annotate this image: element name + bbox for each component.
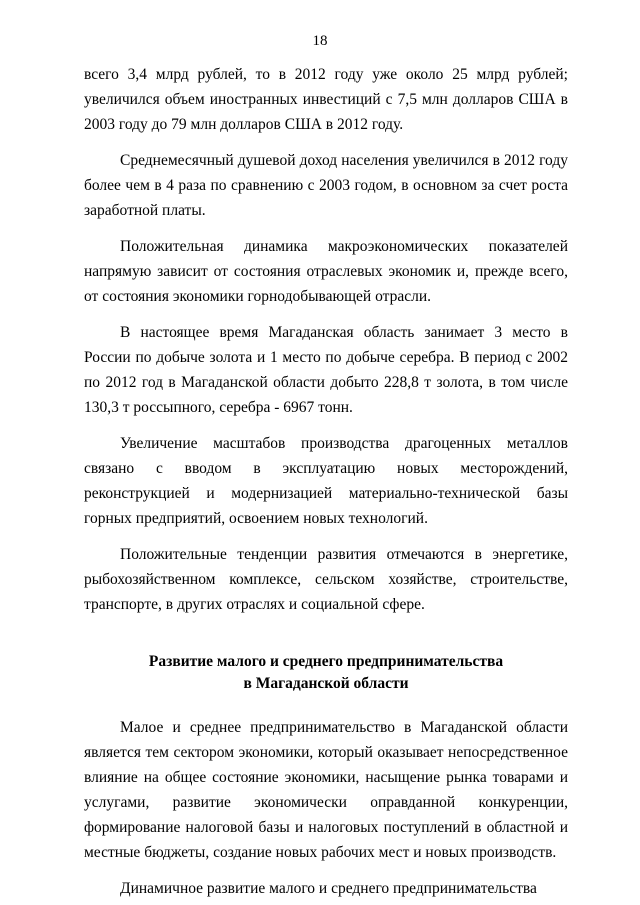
paragraph-gold-silver: В настоящее время Магаданская область занимает 3 место в России по добыче золота и 1 место по добыче серебра. В период с 2002 по 2012 год в Магаданской области добыто 228,8 т золота, в том числе 130,3 т россыпного, серебра - 6967 тонн. (84, 324, 568, 416)
paragraph-precious-metals: Увеличение масштабов производства драгоценных металлов связано с вводом в эксплуатацию новых месторождений, реконструкцией и модернизацией материально-технической базы горных предприятий, освоением новых технологий. (84, 435, 568, 527)
section-heading-line1: Развитие малого и среднего предпринимательства (148, 653, 504, 670)
document-body (84, 62, 568, 901)
paragraph-dynamic-development: Динамичное развитие малого и среднего предпринимательства (120, 880, 537, 897)
page-number: 18 (312, 33, 328, 49)
section-heading (84, 651, 568, 695)
paragraph-income: Среднемесячный душевой доход населения увеличился в 2012 году более чем в 4 раза по сравнению с 2003 годом, в основном за счет роста заработной платы. (84, 152, 568, 219)
paragraph-small-business: Малое и среднее предпринимательство в Магаданской области является тем сектором экономики, который оказывает непосредственное влияние на общее состояние экономики, насыщение рынка товарами и услугами, развитие экономически оправданной конкуренции, формирование налоговой базы и налоговых поступлений в областной и местные бюджеты, создание новых рабочих мест и новых производств. (84, 719, 568, 861)
paragraph-macro-dynamics: Положительная динамика макроэкономических показателей напрямую зависит от состояния отраслевых экономик и, прежде всего, от состояния экономики горнодобывающей отрасли. (84, 238, 568, 305)
paragraph-positive-trends: Положительные тенденции развития отмечаются в энергетике, рыбохозяйственном комплексе, сельском хозяйстве, строительстве, транспорте, в других отраслях и социальной сфере. (84, 546, 568, 613)
paragraph-investments: всего 3,4 млрд рублей, то в 2012 году уже около 25 млрд рублей; увеличился объем иностранных инвестиций с 7,5 млн долларов США в 2003 году до 79 млн долларов США в 2012 году. (84, 66, 568, 133)
section-heading-line2: в Магаданской области (243, 675, 409, 692)
